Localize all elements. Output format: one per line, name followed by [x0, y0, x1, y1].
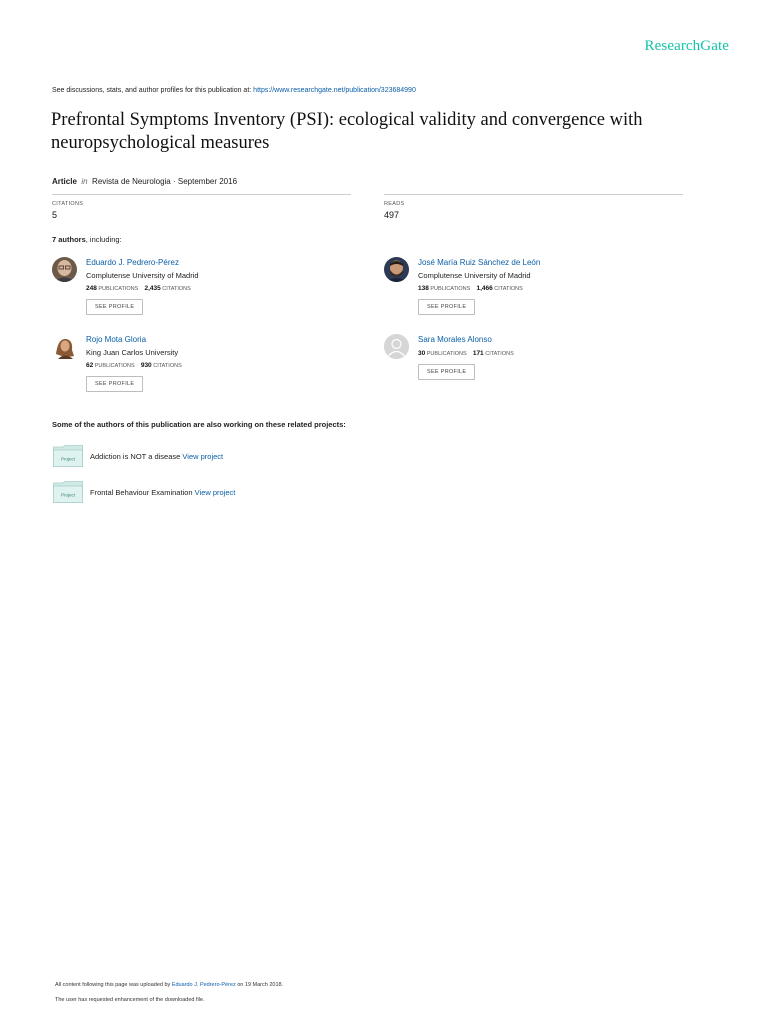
- author-institution: Complutense University of Madrid: [86, 271, 199, 280]
- project-title: Frontal Behaviour Examination: [90, 488, 193, 497]
- author-stats: [86, 361, 182, 371]
- citations-count: 930: [140, 362, 152, 369]
- publications-count: 138: [418, 285, 429, 292]
- citations-label: CITATIONS: [494, 286, 523, 292]
- publication-url-line: [52, 87, 416, 94]
- uploader-link[interactable]: Eduardo J. Pedrero-Pérez: [171, 982, 236, 988]
- default-avatar-icon[interactable]: [384, 334, 409, 359]
- author-name[interactable]: José María Ruiz Sánchez de León: [418, 258, 541, 267]
- author-stats: [418, 284, 540, 294]
- see-prefix: See discussions, stats, and author profiles for this publication at:: [52, 87, 254, 94]
- upload-suffix: on 19 March 2018.: [235, 982, 284, 988]
- citations-stat: [52, 194, 351, 220]
- project-text: [90, 488, 235, 497]
- photo-man-glasses-icon[interactable]: [52, 257, 77, 282]
- publications-label: PUBLICATIONS: [94, 363, 135, 369]
- photo-man-beard-icon[interactable]: [384, 257, 409, 282]
- author-stats: [86, 284, 199, 294]
- author-stats: [418, 349, 514, 359]
- citations-count: 171: [472, 350, 484, 357]
- publication-meta: [52, 177, 237, 186]
- see-profile-button[interactable]: SEE PROFILE: [86, 299, 143, 315]
- upload-prefix: All content following this page was uploaded by: [55, 982, 172, 988]
- citations-label: CITATIONS: [485, 351, 514, 357]
- project-tag: Project: [60, 492, 76, 498]
- project-text: [90, 452, 223, 461]
- project-title: Addiction is NOT a disease: [90, 452, 181, 461]
- reads-stat: [384, 194, 683, 220]
- publications-label: PUBLICATIONS: [430, 286, 471, 292]
- view-project-link[interactable]: View project: [182, 452, 224, 461]
- authors-suffix: , including:: [85, 235, 122, 244]
- enhancement-note: The user has requested enhancement of the downloaded file.: [55, 997, 205, 1003]
- project-tag: Project: [60, 456, 76, 462]
- citations-count: 2,435: [144, 285, 161, 292]
- in-label: in: [81, 177, 88, 186]
- citations-count: 1,466: [476, 285, 493, 292]
- publications-count: 62: [86, 362, 94, 369]
- view-project-link[interactable]: View project: [194, 488, 236, 497]
- publication-type: Article: [52, 177, 77, 186]
- journal-name: Revista de Neurologia · September 2016: [92, 177, 238, 186]
- citations-label: CITATIONS: [153, 363, 182, 369]
- author-name[interactable]: Eduardo J. Pedrero-Pérez: [86, 258, 179, 267]
- citations-label: CITATIONS: [162, 286, 191, 292]
- project-folder-icon: [53, 445, 83, 467]
- author-institution: King Juan Carlos University: [86, 348, 179, 357]
- publications-label: PUBLICATIONS: [98, 286, 139, 292]
- author-name[interactable]: Rojo Mota Gloria: [86, 335, 147, 344]
- citations-label: CITATIONS: [52, 201, 84, 207]
- publication-url-link[interactable]: https://www.researchgate.net/publication/323684990: [253, 87, 416, 94]
- photo-woman-icon[interactable]: [52, 334, 77, 359]
- researchgate-logo[interactable]: ResearchGate: [644, 38, 729, 54]
- see-profile-button[interactable]: SEE PROFILE: [418, 364, 475, 380]
- citations-count: 5: [52, 210, 58, 220]
- related-projects-heading: Some of the authors of this publication are also working on these related projects:: [52, 420, 346, 429]
- publications-label: PUBLICATIONS: [426, 351, 467, 357]
- upload-note: [55, 982, 283, 988]
- publications-count: 248: [86, 285, 97, 292]
- see-profile-button[interactable]: SEE PROFILE: [86, 376, 143, 392]
- publication-title: Prefrontal Symptoms Inventory (PSI): ecological validity and convergence with neuropsychological measures: [51, 110, 643, 153]
- reads-label: READS: [384, 201, 405, 207]
- author-name[interactable]: Sara Morales Alonso: [418, 335, 492, 344]
- reads-count: 497: [384, 210, 400, 220]
- authors-count-line: [52, 235, 122, 244]
- project-folder-icon: [53, 481, 83, 503]
- see-profile-button[interactable]: SEE PROFILE: [418, 299, 475, 315]
- author-institution: Complutense University of Madrid: [418, 271, 531, 280]
- publications-count: 30: [418, 350, 426, 357]
- authors-count: 7 authors: [52, 235, 86, 244]
